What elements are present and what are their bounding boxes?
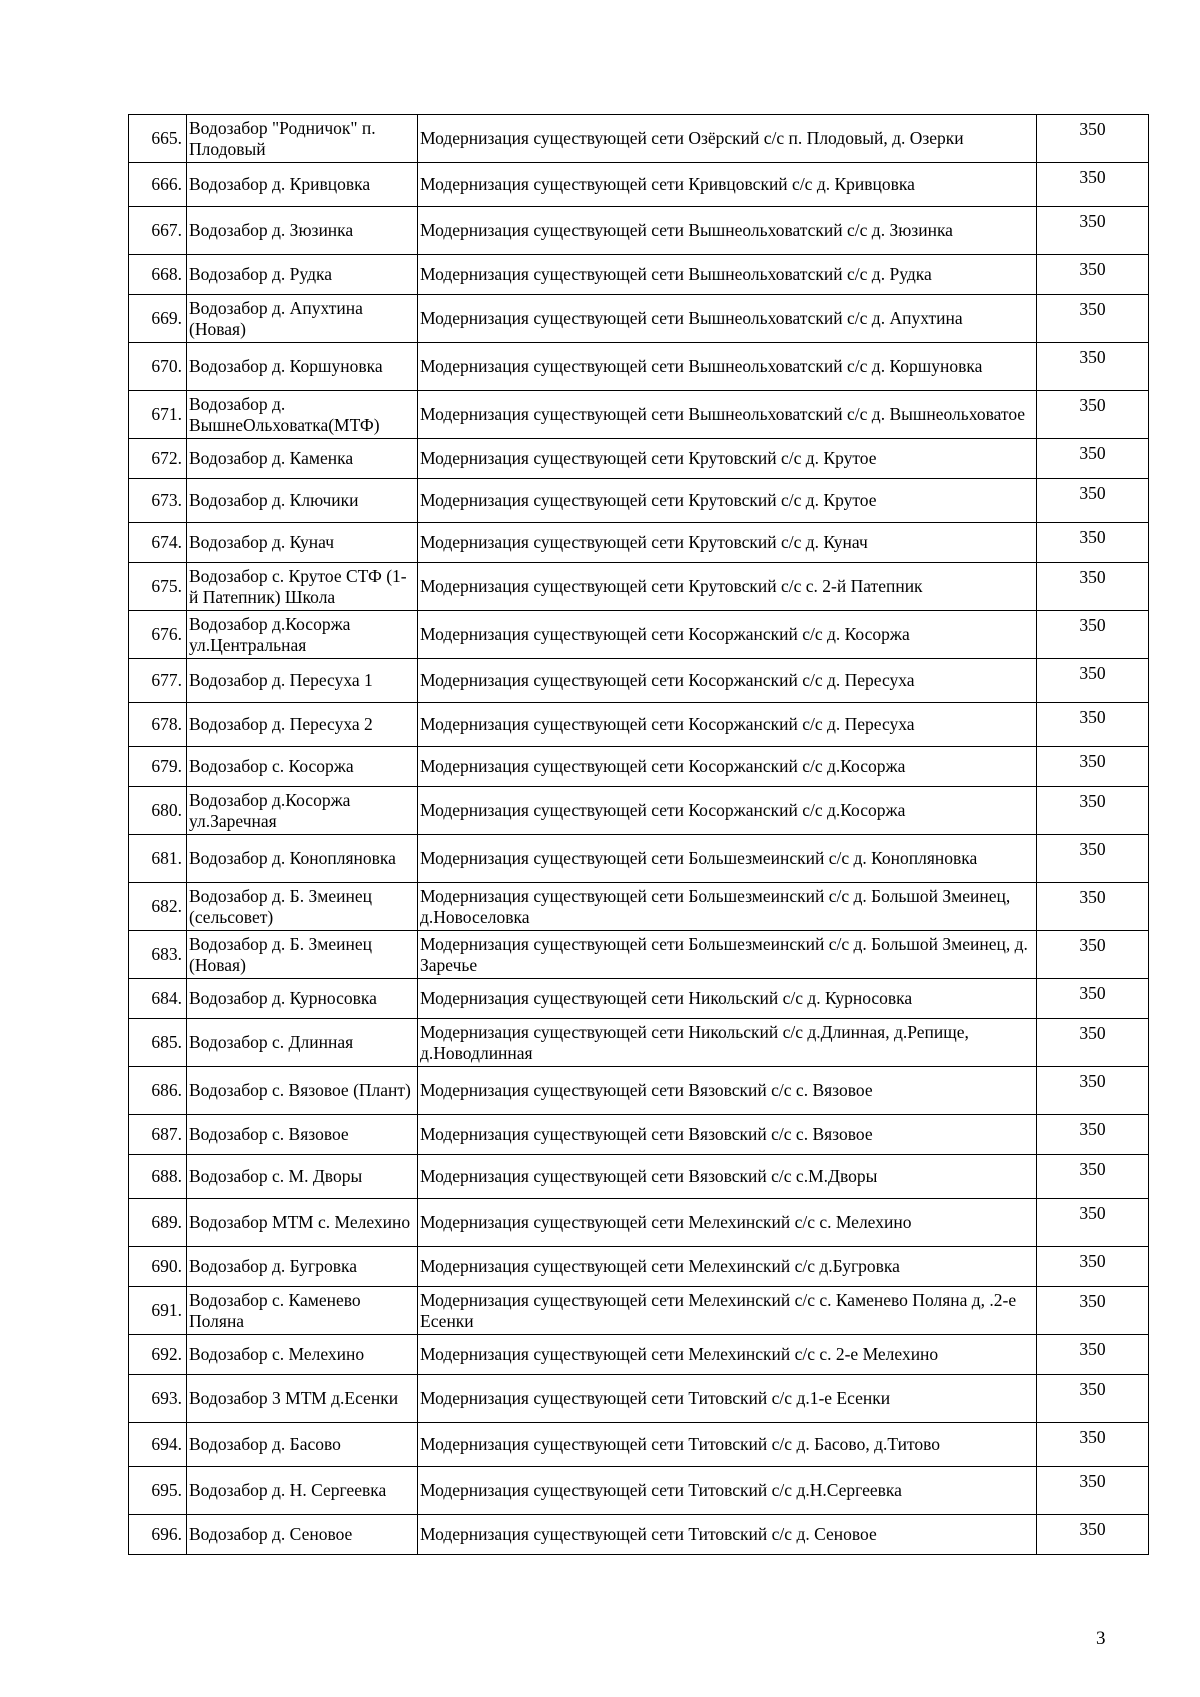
table-row: [129, 1335, 1149, 1375]
table-row: [129, 835, 1149, 883]
table-row: [129, 1247, 1149, 1287]
table-row: [129, 747, 1149, 787]
table-row: [129, 883, 1149, 931]
table-row: [129, 1423, 1149, 1467]
description-cell: Модернизация существующей сети Большезмеинский с/с д. Коноплянoвка: [418, 835, 1037, 883]
value-cell: 350: [1037, 747, 1149, 787]
row-number-cell: 668.: [129, 255, 187, 295]
description-cell: Модернизация существующей сети Вышнеольховатский с/с д. Рудка: [418, 255, 1037, 295]
row-number-cell: 666.: [129, 163, 187, 207]
description-cell: Модернизация существующей сети Вязовский с/с с. Вязовое: [418, 1067, 1037, 1115]
value-cell: 350: [1037, 1375, 1149, 1423]
object-name-cell: Водозабор с. Вязовое: [187, 1115, 418, 1155]
object-name-cell: Водозабор д. Н. Сергеевка: [187, 1467, 418, 1515]
description-cell: Модернизация существующей сети Косоржанский с/с д. Пересуха: [418, 703, 1037, 747]
description-cell: Модернизация существующей сети Крутовский с/с с. 2-й Патепник: [418, 563, 1037, 611]
row-number-cell: 679.: [129, 747, 187, 787]
value-cell: 350: [1037, 883, 1149, 931]
description-cell: Модернизация существующей сети Большезмеинский с/с д. Большой Змеинец, д.Новоселовка: [418, 883, 1037, 931]
row-number-cell: 681.: [129, 835, 187, 883]
object-name-cell: Водозабор д. ВышнеОльховатка(МТФ): [187, 391, 418, 439]
description-cell: Модернизация существующей сети Вязовский с/с с. Вязовое: [418, 1115, 1037, 1155]
value-cell: 350: [1037, 931, 1149, 979]
table-row: [129, 163, 1149, 207]
object-name-cell: Водозабор с. Косоржа: [187, 747, 418, 787]
row-number-cell: 672.: [129, 439, 187, 479]
object-name-cell: Водозабор д. Курносовка: [187, 979, 418, 1019]
value-cell: 350: [1037, 1515, 1149, 1555]
page-number: 3: [1096, 1628, 1106, 1649]
description-cell: Модернизация существующей сети Вышнеольховатский с/с д. Вышнеольховатое: [418, 391, 1037, 439]
object-name-cell: Водозабор "Родничок" п. Плодовый: [187, 115, 418, 163]
description-cell: Модернизация существующей сети Вышнеольховатский с/с д. Коршуновка: [418, 343, 1037, 391]
table-row: [129, 1375, 1149, 1423]
object-name-cell: Водозабор д. Рудка: [187, 255, 418, 295]
row-number-cell: 671.: [129, 391, 187, 439]
value-cell: 350: [1037, 295, 1149, 343]
object-name-cell: Водозабор д. Пересуха 2: [187, 703, 418, 747]
value-cell: 350: [1037, 207, 1149, 255]
object-name-cell: Водозабор д. Коноплянoвка: [187, 835, 418, 883]
description-cell: Модернизация существующей сети Крутовский с/с д. Крутое: [418, 479, 1037, 523]
table-row: [129, 563, 1149, 611]
value-cell: 350: [1037, 703, 1149, 747]
object-name-cell: Водозабор д. Апухтина (Новая): [187, 295, 418, 343]
row-number-cell: 694.: [129, 1423, 187, 1467]
object-name-cell: Водозабор д. Басово: [187, 1423, 418, 1467]
description-cell: Модернизация существующей сети Косоржанский с/с д.Косоржа: [418, 787, 1037, 835]
value-cell: 350: [1037, 1287, 1149, 1335]
table-row: [129, 703, 1149, 747]
value-cell: 350: [1037, 563, 1149, 611]
description-cell: Модернизация существующей сети Мелехинский с/с с. Мелехино: [418, 1199, 1037, 1247]
object-name-cell: Водозабор с. Длинная: [187, 1019, 418, 1067]
value-cell: 350: [1037, 1247, 1149, 1287]
object-name-cell: Водозабор с. Каменево Поляна: [187, 1287, 418, 1335]
row-number-cell: 690.: [129, 1247, 187, 1287]
value-cell: 350: [1037, 835, 1149, 883]
row-number-cell: 678.: [129, 703, 187, 747]
object-name-cell: Водозабор д. Коршуновка: [187, 343, 418, 391]
table-row: [129, 1019, 1149, 1067]
row-number-cell: 682.: [129, 883, 187, 931]
projects-table: [128, 114, 1149, 1555]
object-name-cell: Водозабор д. Кунач: [187, 523, 418, 563]
value-cell: 350: [1037, 659, 1149, 703]
value-cell: 350: [1037, 979, 1149, 1019]
object-name-cell: Водозабор д. Пересуха 1: [187, 659, 418, 703]
table-row: [129, 1067, 1149, 1115]
value-cell: 350: [1037, 391, 1149, 439]
object-name-cell: Водозабор с. Мелехино: [187, 1335, 418, 1375]
table-row: [129, 115, 1149, 163]
row-number-cell: 676.: [129, 611, 187, 659]
table-row: [129, 391, 1149, 439]
value-cell: 350: [1037, 611, 1149, 659]
description-cell: Модернизация существующей сети Вышнеольховатский с/с д. Зюзинка: [418, 207, 1037, 255]
value-cell: 350: [1037, 787, 1149, 835]
value-cell: 350: [1037, 523, 1149, 563]
row-number-cell: 675.: [129, 563, 187, 611]
description-cell: Модернизация существующей сети Мелехинский с/с д.Бугровка: [418, 1247, 1037, 1287]
description-cell: Модернизация существующей сети Титовский с/с д.Н.Сергеевка: [418, 1467, 1037, 1515]
object-name-cell: Водозабор д. Бугровка: [187, 1247, 418, 1287]
object-name-cell: Водозабор д. Б. Змеинец (Новая): [187, 931, 418, 979]
row-number-cell: 670.: [129, 343, 187, 391]
row-number-cell: 669.: [129, 295, 187, 343]
table-row: [129, 523, 1149, 563]
row-number-cell: 685.: [129, 1019, 187, 1067]
object-name-cell: Водозабор д.Косоржа ул.Заречная: [187, 787, 418, 835]
description-cell: Модернизация существующей сети Крутовский с/с д. Крутое: [418, 439, 1037, 479]
value-cell: 350: [1037, 1115, 1149, 1155]
table-row: [129, 479, 1149, 523]
object-name-cell: Водозабор 3 МТМ д.Есенки: [187, 1375, 418, 1423]
row-number-cell: 689.: [129, 1199, 187, 1247]
row-number-cell: 692.: [129, 1335, 187, 1375]
object-name-cell: Водозабор д. Каменка: [187, 439, 418, 479]
value-cell: 350: [1037, 1199, 1149, 1247]
value-cell: 350: [1037, 115, 1149, 163]
table-row: [129, 979, 1149, 1019]
value-cell: 350: [1037, 439, 1149, 479]
table-row: [129, 659, 1149, 703]
description-cell: Модернизация существующей сети Крутовский с/с д. Кунач: [418, 523, 1037, 563]
row-number-cell: 684.: [129, 979, 187, 1019]
object-name-cell: Водозабор д. Кривцовка: [187, 163, 418, 207]
object-name-cell: Водозабор с. М. Дворы: [187, 1155, 418, 1199]
row-number-cell: 677.: [129, 659, 187, 703]
description-cell: Модернизация существующей сети Мелехинский с/с с. Каменево Поляна д, .2-е Есенки: [418, 1287, 1037, 1335]
value-cell: 350: [1037, 1019, 1149, 1067]
value-cell: 350: [1037, 1423, 1149, 1467]
description-cell: Модернизация существующей сети Вязовский с/с с.М.Дворы: [418, 1155, 1037, 1199]
row-number-cell: 674.: [129, 523, 187, 563]
row-number-cell: 696.: [129, 1515, 187, 1555]
table-row: [129, 295, 1149, 343]
value-cell: 350: [1037, 1467, 1149, 1515]
table-row: [129, 787, 1149, 835]
description-cell: Модернизация существующей сети Озёрский с/с п. Плодовый, д. Озерки: [418, 115, 1037, 163]
table-row: [129, 1199, 1149, 1247]
table-row: [129, 1115, 1149, 1155]
object-name-cell: Водозабор д.Косоржа ул.Центральная: [187, 611, 418, 659]
value-cell: 350: [1037, 1067, 1149, 1115]
object-name-cell: Водозабор д. Зюзинка: [187, 207, 418, 255]
object-name-cell: Водозабор д. Б. Змеинец (сельсовет): [187, 883, 418, 931]
table-row: [129, 207, 1149, 255]
row-number-cell: 688.: [129, 1155, 187, 1199]
description-cell: Модернизация существующей сети Вышнеольховатский с/с д. Апухтина: [418, 295, 1037, 343]
table-row: [129, 611, 1149, 659]
row-number-cell: 686.: [129, 1067, 187, 1115]
row-number-cell: 691.: [129, 1287, 187, 1335]
table-row: [129, 1515, 1149, 1555]
description-cell: Модернизация существующей сети Никольский с/с д. Курносовка: [418, 979, 1037, 1019]
row-number-cell: 680.: [129, 787, 187, 835]
table-body: [129, 115, 1149, 1555]
table-row: [129, 255, 1149, 295]
description-cell: Модернизация существующей сети Косоржанский с/с д.Косоржа: [418, 747, 1037, 787]
description-cell: Модернизация существующей сети Титовский с/с д. Сеновое: [418, 1515, 1037, 1555]
object-name-cell: Водозабор МТМ с. Мелехино: [187, 1199, 418, 1247]
description-cell: Модернизация существующей сети Кривцовский с/с д. Кривцовка: [418, 163, 1037, 207]
value-cell: 350: [1037, 343, 1149, 391]
value-cell: 350: [1037, 1335, 1149, 1375]
object-name-cell: Водозабор с. Крутое СТФ (1-й Патепник) Школа: [187, 563, 418, 611]
description-cell: Модернизация существующей сети Титовский с/с д. Басово, д.Титово: [418, 1423, 1037, 1467]
table-row: [129, 1287, 1149, 1335]
value-cell: 350: [1037, 1155, 1149, 1199]
table-row: [129, 439, 1149, 479]
row-number-cell: 673.: [129, 479, 187, 523]
table-row: [129, 1467, 1149, 1515]
value-cell: 350: [1037, 479, 1149, 523]
table-row: [129, 931, 1149, 979]
description-cell: Модернизация существующей сети Косоржанский с/с д. Косоржа: [418, 611, 1037, 659]
description-cell: Модернизация существующей сети Титовский с/с д.1-е Есенки: [418, 1375, 1037, 1423]
row-number-cell: 683.: [129, 931, 187, 979]
table-row: [129, 343, 1149, 391]
row-number-cell: 665.: [129, 115, 187, 163]
row-number-cell: 687.: [129, 1115, 187, 1155]
description-cell: Модернизация существующей сети Никольский с/с д.Длинная, д.Репище, д.Новодлинная: [418, 1019, 1037, 1067]
object-name-cell: Водозабор с. Вязовое (Плант): [187, 1067, 418, 1115]
description-cell: Модернизация существующей сети Большезмеинский с/с д. Большой Змеинец, д. Заречье: [418, 931, 1037, 979]
description-cell: Модернизация существующей сети Мелехинский с/с с. 2-е Мелехино: [418, 1335, 1037, 1375]
row-number-cell: 693.: [129, 1375, 187, 1423]
value-cell: 350: [1037, 255, 1149, 295]
object-name-cell: Водозабор д. Сеновое: [187, 1515, 418, 1555]
row-number-cell: 667.: [129, 207, 187, 255]
object-name-cell: Водозабор д. Ключики: [187, 479, 418, 523]
description-cell: Модернизация существующей сети Косоржанский с/с д. Пересуха: [418, 659, 1037, 703]
table-row: [129, 1155, 1149, 1199]
value-cell: 350: [1037, 163, 1149, 207]
row-number-cell: 695.: [129, 1467, 187, 1515]
